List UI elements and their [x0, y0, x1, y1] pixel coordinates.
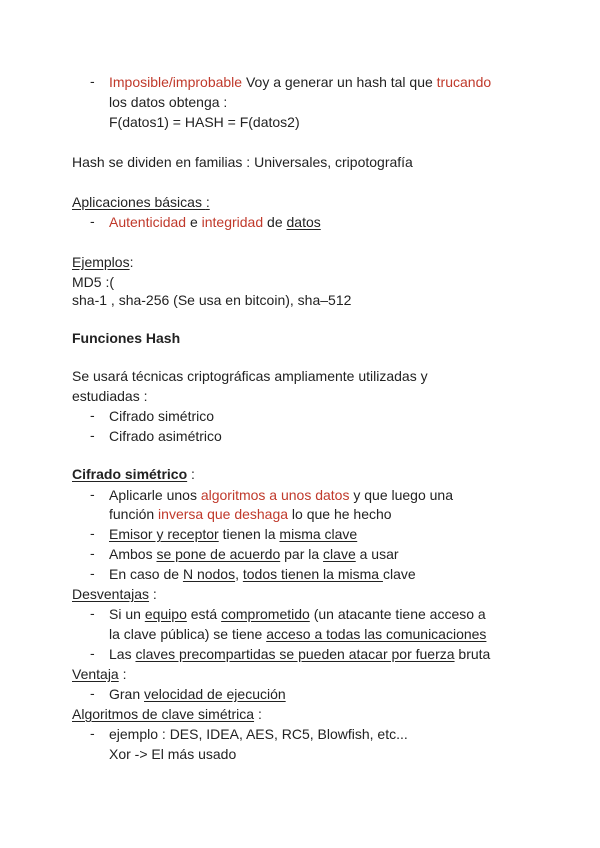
heading-text: Aplicaciones básicas [72, 194, 206, 210]
heading-suffix: : [254, 706, 262, 722]
text: Si un [109, 606, 145, 622]
text: a usar [355, 546, 399, 562]
algoritmos-a2: Xor -> El más usado [109, 746, 237, 762]
underlined-text: claves precompartidas se pueden atacar por fuerza [135, 646, 455, 662]
text: está [186, 606, 222, 622]
text: y que luego una [349, 487, 453, 503]
list-item: Cifrado simétrico [109, 408, 215, 424]
text: En caso de [109, 566, 183, 582]
text: Ambos [109, 546, 157, 562]
text: Voy a generar un hash tal que [242, 74, 437, 90]
simetrico-b4 [109, 565, 416, 583]
heading-suffix: : [129, 254, 134, 270]
bullet-dash: - [90, 407, 95, 423]
bullet-dash: - [90, 725, 95, 741]
bullet-dash: - [90, 685, 95, 701]
bullet-dash: - [90, 486, 95, 502]
desventajas-d1-line2 [109, 625, 486, 643]
heading-suffix: : [187, 466, 195, 482]
funciones-paragraph-line2: estudiadas : [72, 388, 148, 404]
underlined-text: clave [323, 546, 356, 562]
red-text: algoritmos a unos datos [200, 487, 350, 503]
bullet-dash: - [90, 545, 95, 561]
ejemplos-heading [72, 253, 133, 271]
text: clave [382, 566, 416, 582]
intro-bullet-line2: los datos obtenga : [109, 94, 228, 110]
bullet-dash: - [90, 525, 95, 541]
desventajas-d2 [109, 645, 490, 663]
ventaja-heading [72, 665, 127, 683]
bullet-dash: - [90, 605, 95, 621]
heading-text: Desventajas [72, 586, 150, 602]
red-text: inversa que deshaga [158, 506, 289, 522]
simetrico-b1-line1 [109, 486, 453, 504]
simetrico-heading [72, 465, 195, 483]
algoritmos-heading [72, 705, 262, 723]
underlined-text: se pone de acuerdo [156, 546, 281, 562]
text: Gran [109, 686, 145, 702]
red-text: Imposible/improbable [109, 74, 243, 90]
desventajas-heading [72, 585, 157, 603]
desventajas-d1-line1 [109, 605, 486, 623]
text: e [186, 214, 202, 230]
intro-bullet-line1 [109, 73, 491, 91]
text: la clave pública) se tiene [109, 626, 267, 642]
heading-text: Ventaja [72, 666, 119, 682]
underlined-text: N nodos [182, 566, 236, 582]
underlined-text: velocidad de ejecución [144, 686, 286, 702]
algoritmos-a1: ejemplo : DES, IDEA, AES, RC5, Blowfish, etc... [109, 726, 408, 742]
heading-text: Ejemplos [72, 254, 130, 270]
text: Las [109, 646, 136, 662]
underlined-text: acceso a todas las comunicaciones [266, 626, 487, 642]
families-paragraph: Hash se dividen en familias : Universales, cripotografía [72, 154, 413, 170]
ejemplos-line1: MD5 :( [72, 274, 114, 290]
underlined-text: equipo [144, 606, 187, 622]
intro-bullet-line3: F(datos1) = HASH = F(datos2) [109, 114, 300, 130]
funciones-paragraph-line1: Se usará técnicas criptográficas ampliamente utilizadas y [72, 368, 428, 384]
red-text: Autenticidad [109, 214, 187, 230]
red-text: integridad [201, 214, 264, 230]
heading-suffix: : [118, 666, 127, 682]
heading-suffix: : [149, 586, 157, 602]
text: función [109, 506, 159, 522]
text: tienen la [218, 526, 280, 542]
bullet-dash: - [90, 645, 95, 661]
simetrico-b1-line2 [109, 505, 392, 523]
text: Aplicarle unos [109, 487, 201, 503]
underlined-text: misma clave [279, 526, 358, 542]
underlined-text: Emisor y receptor [109, 526, 219, 542]
ejemplos-line2: sha-1 , sha-256 (Se usa en bitcoin), sha–512 [72, 292, 352, 308]
heading-text: Algoritmos de clave simétrica [72, 706, 255, 722]
bullet-dash: - [90, 427, 95, 443]
heading-suffix: : [205, 194, 210, 210]
underlined-text: comprometido [221, 606, 310, 622]
underlined-text: datos [286, 214, 321, 230]
text: de [263, 214, 287, 230]
underlined-text: todos tienen la misma [242, 566, 383, 582]
ventaja-v1 [109, 685, 286, 703]
text: , [235, 566, 243, 582]
funciones-heading: Funciones Hash [72, 330, 181, 346]
list-item: Cifrado asimétrico [109, 428, 222, 444]
bullet-dash: - [90, 565, 95, 581]
simetrico-b2 [109, 525, 357, 543]
text: par la [280, 546, 324, 562]
aplicaciones-heading [72, 193, 210, 211]
bullet-dash: - [90, 213, 95, 229]
aplicaciones-item [109, 213, 321, 231]
bullet-dash: - [90, 73, 95, 89]
text: (un atacante tiene acceso a [309, 606, 486, 622]
red-text: trucando [436, 74, 492, 90]
text: lo que he hecho [288, 506, 392, 522]
simetrico-b3 [109, 545, 399, 563]
heading-text: Cifrado simétrico [72, 466, 188, 482]
text: bruta [454, 646, 491, 662]
